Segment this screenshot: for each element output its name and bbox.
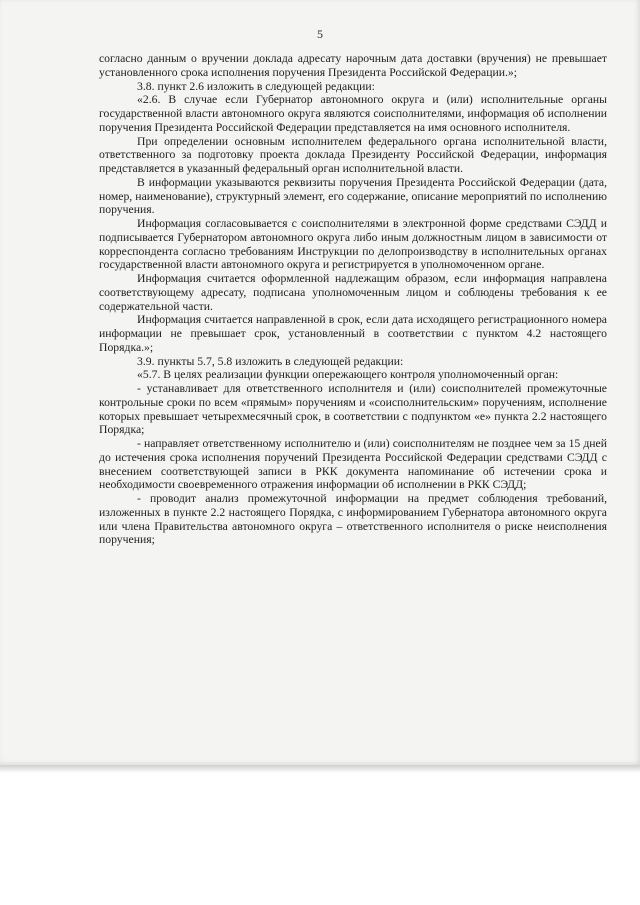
paragraph-3: «2.6. В случае если Губернатор автономного округа и (или) исполнительные органы государственной власти автономного округа являются соисполнителями, информация об исполнении поручения Президента Российской Федерации представляется на имя основного исполнителя.: [99, 93, 607, 134]
paragraph-12: - направляет ответственному исполнителю и (или) соисполнителям не позднее чем за 15 дней до истечения срока исполнения поручений Президента Российской Федерации средствами СЭДД с внесением соответствующей записи в РКК документа напоминание об истечении срока и необходимости своевременного отражения информации об исполнении в РКК СЭДД;: [99, 437, 607, 492]
paragraph-10: «5.7. В целях реализации функции опережающего контроля уполномоченный орган:: [137, 368, 559, 382]
sheet-bottom-edge: [0, 765, 640, 773]
paragraph-4: При определении основным исполнителем федерального органа исполнительной власти, ответственного за подготовку проекта доклада Президенту Российской Федерации, информация представляется в указанный федеральный орган исполнительной власти.: [99, 134, 607, 175]
paragraph-9: 3.9. пункты 5.7, 5.8 изложить в следующей редакции:: [137, 354, 404, 368]
paragraph-2: 3.8. пункт 2.6 изложить в следующей редакции:: [137, 79, 375, 93]
paragraph-13: - проводит анализ промежуточной информации на предмет соблюдения требований, изложенных в пункте 2.2 настоящего Порядка, с информированием Губернатора автономного округа или члена Правительства автономного округа – ответственного исполнителя о риске неисполнения поручения;: [99, 492, 607, 547]
paragraph-11: - устанавливает для ответственного исполнителя и (или) соисполнителей промежуточные контрольные сроки по всем «прямым» поручениям и «соисполнительским» поручениям, исполнение которых превышает четырехмесячный срок, в соответствии с подпунктом «е» пункта 2.2 настоящего Порядка;: [99, 382, 607, 437]
page-number: 5: [317, 27, 323, 41]
paragraph-6: Информация согласовывается с соисполнителями в электронной форме средствами СЭДД и подписывается Губернатором автономного округа либо иным должностным лицом в зависимости от корреспондента согласно требованиям Инструкции по делопроизводству в исполнительных органах государственной власти автономного округа и регистрируется в уполномоченном органе.: [99, 217, 607, 272]
paragraph-7: Информация считается оформленной надлежащим образом, если информация направлена соответствующему адресату, подписана уполномоченным лицом и соблюдены требования к ее содержательной части.: [99, 272, 607, 313]
paragraph-5: В информации указываются реквизиты поручения Президента Российской Федерации (дата, номер, наименование), структурный элемент, его содержание, описание мероприятий по исполнению поручения.: [99, 175, 607, 217]
paragraph-1: согласно данным о вручении доклада адресату нарочным дата доставки (вручения) не превышает установленного срока исполнения поручения Президента Российской Федерации.»;: [99, 52, 607, 79]
paragraph-8: Информация считается направленной в срок, если дата исходящего регистрационного номера информации не превышает срок, установленный в соответствии с пунктом 4.2 настоящего Порядка.»;: [99, 313, 607, 354]
document-body: [99, 52, 607, 547]
